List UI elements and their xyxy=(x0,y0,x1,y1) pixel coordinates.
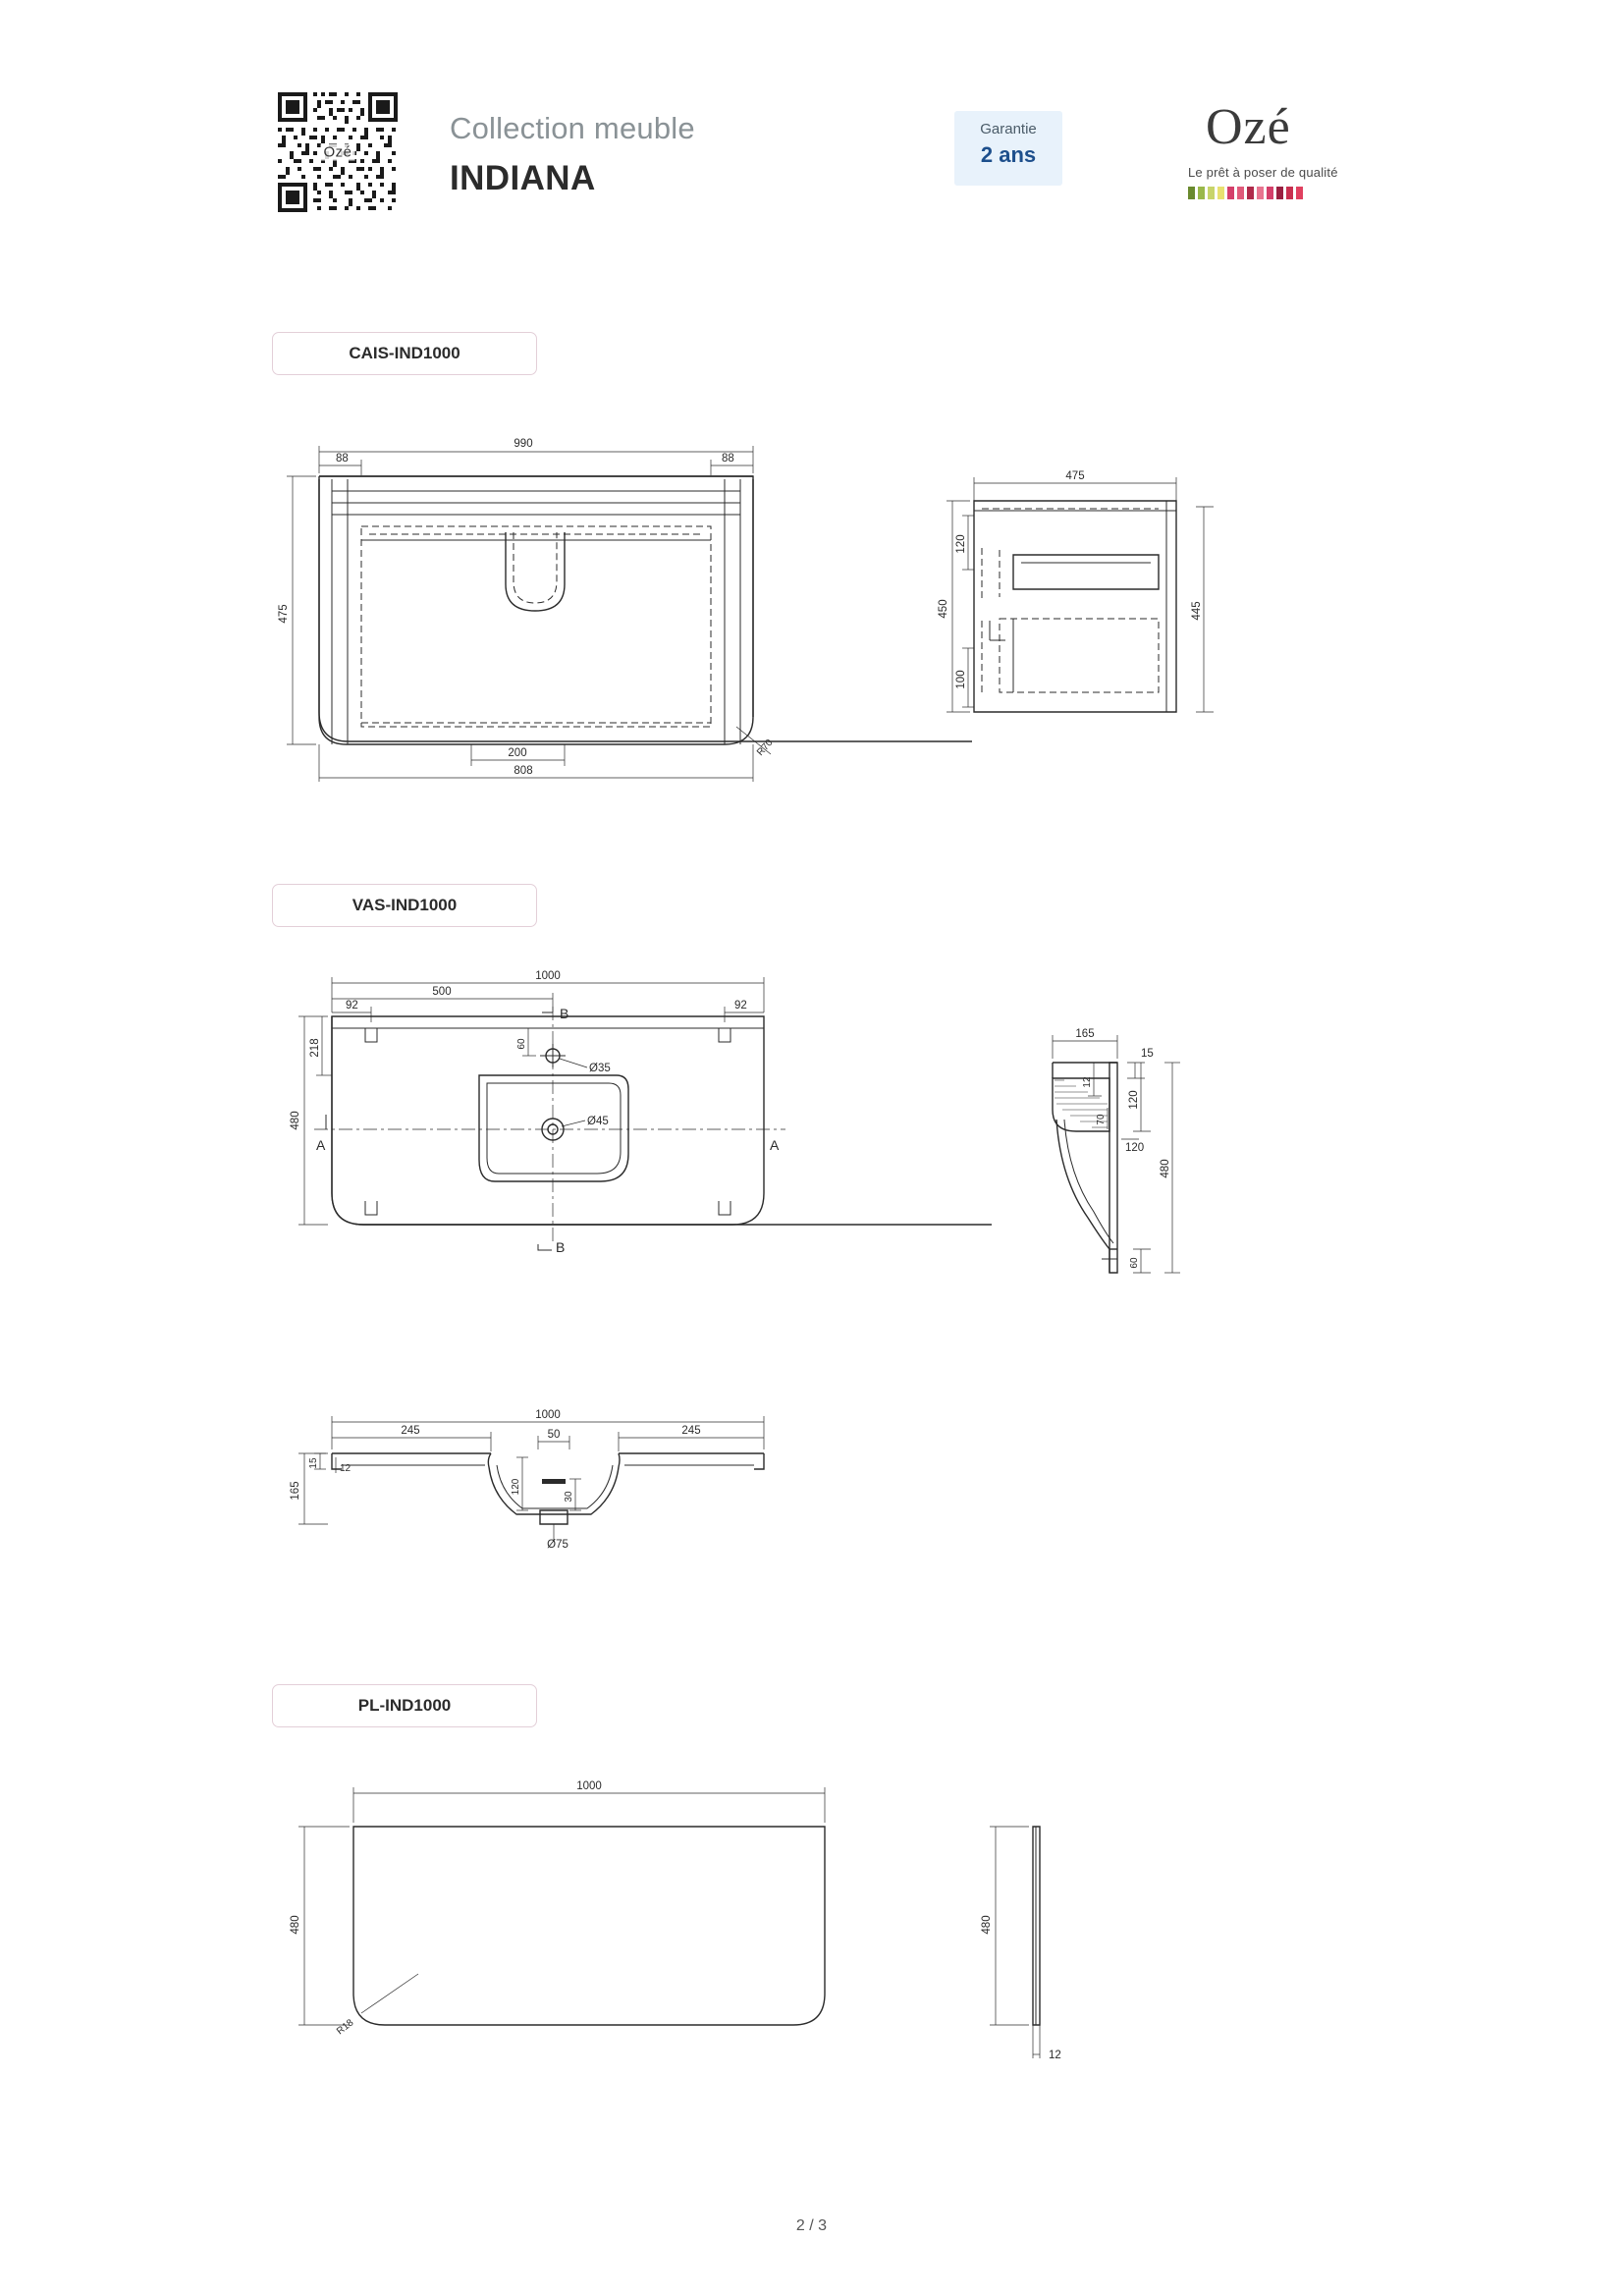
brand-color-bar xyxy=(1296,187,1303,199)
svg-text:200: 200 xyxy=(508,747,527,759)
section-label-cabinet-text: CAIS-IND1000 xyxy=(349,344,460,362)
brand-color-bar xyxy=(1188,187,1195,199)
svg-text:15: 15 xyxy=(1141,1048,1154,1060)
shelf-side-drawing xyxy=(933,1768,1227,2180)
svg-text:990: 990 xyxy=(514,438,533,450)
brand-color-bar xyxy=(1286,187,1293,199)
svg-text:475: 475 xyxy=(278,604,290,624)
brand-color-bar xyxy=(1198,187,1205,199)
svg-text:Ø45: Ø45 xyxy=(587,1116,609,1127)
model-title: INDIANA xyxy=(450,159,596,197)
shelf-top-drawing xyxy=(275,1768,884,2180)
brand-logo xyxy=(1178,98,1394,206)
brand-color-bar xyxy=(1208,187,1215,199)
brand-color-bar xyxy=(1247,187,1254,199)
svg-text:120: 120 xyxy=(1125,1142,1145,1154)
page-number: 2 / 3 xyxy=(795,2217,828,2234)
svg-text:218: 218 xyxy=(309,1038,321,1058)
svg-text:A: A xyxy=(316,1137,326,1153)
svg-text:92: 92 xyxy=(734,1000,747,1011)
brand-color-bars xyxy=(1188,187,1303,199)
svg-text:B: B xyxy=(556,1239,566,1255)
svg-text:100: 100 xyxy=(955,670,967,689)
brand-color-bar xyxy=(1217,187,1224,199)
brand-tagline: Le prêt à poser de qualité xyxy=(1188,165,1338,180)
svg-text:R70: R70 xyxy=(755,738,776,759)
svg-text:A: A xyxy=(770,1137,780,1153)
svg-text:12: 12 xyxy=(1082,1076,1093,1088)
warranty-badge xyxy=(954,111,1062,186)
section-label-basin-text: VAS-IND1000 xyxy=(352,896,458,914)
svg-text:480: 480 xyxy=(290,1915,301,1935)
svg-text:30: 30 xyxy=(564,1491,574,1503)
svg-text:245: 245 xyxy=(401,1425,420,1437)
svg-text:12: 12 xyxy=(1049,2050,1061,2061)
basin-side-drawing xyxy=(992,1002,1286,1326)
cabinet-side-drawing xyxy=(923,471,1247,756)
section-label-shelf xyxy=(272,1684,537,1727)
brand-color-bar xyxy=(1237,187,1244,199)
svg-text:480: 480 xyxy=(1160,1159,1171,1178)
svg-text:120: 120 xyxy=(511,1478,521,1496)
svg-text:480: 480 xyxy=(981,1915,993,1935)
section-label-cabinet xyxy=(272,332,537,375)
svg-text:70: 70 xyxy=(1096,1114,1107,1125)
svg-text:60: 60 xyxy=(516,1038,527,1050)
qr-code xyxy=(272,86,404,218)
qr-center-label: Ozé xyxy=(320,144,354,161)
warranty-value: 2 ans xyxy=(980,142,1037,167)
svg-text:Ø75: Ø75 xyxy=(547,1539,568,1551)
svg-text:120: 120 xyxy=(1128,1090,1140,1110)
svg-text:480: 480 xyxy=(290,1111,301,1130)
svg-text:1000: 1000 xyxy=(535,970,561,982)
brand-color-bar xyxy=(1227,187,1234,199)
svg-text:R18: R18 xyxy=(335,2017,356,2038)
warranty-label: Garantie xyxy=(980,121,1037,137)
svg-text:450: 450 xyxy=(938,599,949,619)
svg-text:B: B xyxy=(560,1006,569,1021)
brand-color-bar xyxy=(1276,187,1283,199)
brand-color-bar xyxy=(1267,187,1273,199)
svg-text:1000: 1000 xyxy=(576,1780,602,1792)
brand-color-bar xyxy=(1257,187,1264,199)
basin-top-drawing xyxy=(275,957,884,1370)
svg-text:165: 165 xyxy=(290,1481,301,1501)
svg-text:12: 12 xyxy=(340,1463,352,1474)
svg-text:60: 60 xyxy=(1129,1257,1140,1269)
document-header xyxy=(0,0,1623,246)
cabinet-front-drawing xyxy=(275,432,825,786)
svg-text:245: 245 xyxy=(681,1425,701,1437)
svg-text:500: 500 xyxy=(432,986,452,998)
svg-text:808: 808 xyxy=(514,765,533,777)
svg-text:1000: 1000 xyxy=(535,1409,561,1421)
svg-text:Ø35: Ø35 xyxy=(589,1063,611,1074)
basin-section-drawing xyxy=(275,1394,884,1591)
section-label-basin xyxy=(272,884,537,927)
brand-name: Ozé xyxy=(1206,99,1291,155)
collection-label: Collection meuble xyxy=(450,111,695,145)
svg-text:120: 120 xyxy=(955,534,967,554)
svg-text:15: 15 xyxy=(308,1457,319,1469)
svg-text:88: 88 xyxy=(336,453,349,465)
svg-text:165: 165 xyxy=(1075,1028,1095,1040)
section-label-shelf-text: PL-IND1000 xyxy=(357,1696,452,1715)
svg-text:50: 50 xyxy=(547,1429,561,1441)
svg-text:88: 88 xyxy=(722,453,734,465)
svg-text:445: 445 xyxy=(1191,601,1203,621)
svg-text:92: 92 xyxy=(346,1000,358,1011)
svg-text:475: 475 xyxy=(1065,470,1085,482)
